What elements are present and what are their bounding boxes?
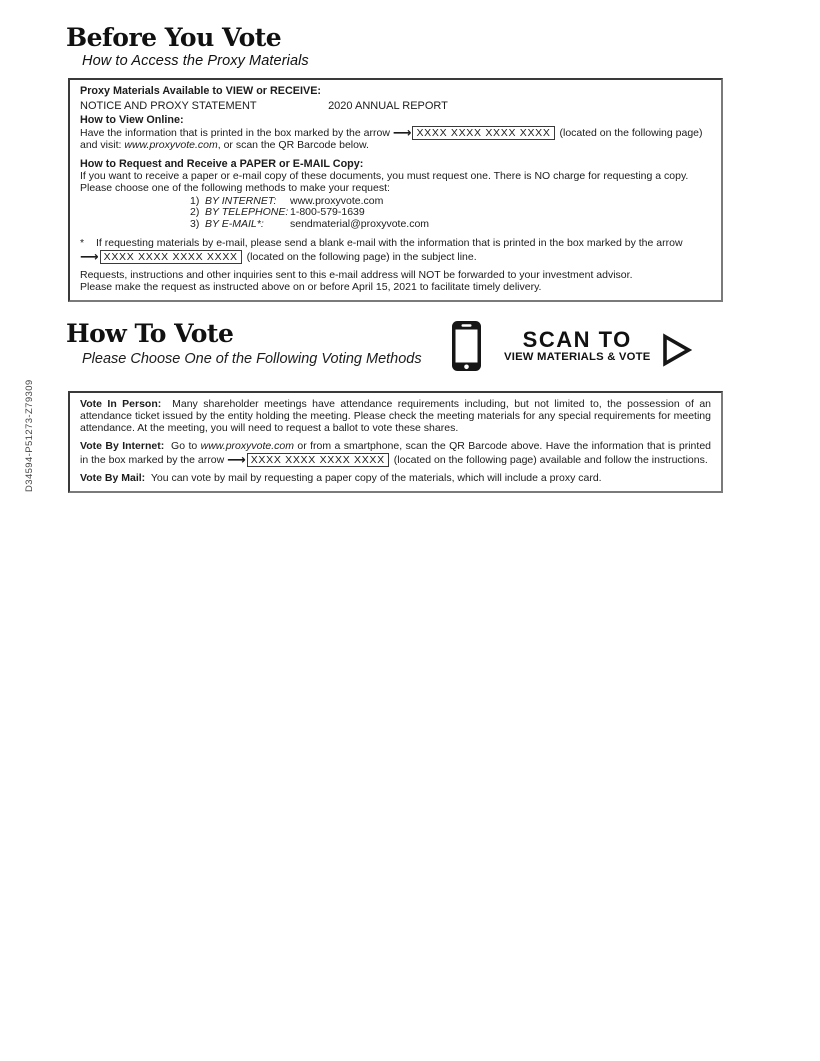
method-label: BY TELEPHONE: <box>205 206 289 219</box>
visit-text-post: , or scan the QR Barcode below. <box>217 139 369 152</box>
before-you-vote-subtitle: How to Access the Proxy Materials <box>82 53 309 69</box>
view-online-text-post: (located on the following page) <box>556 127 703 140</box>
how-to-vote-header <box>66 320 820 372</box>
view-online-heading: How to View Online: <box>80 113 184 126</box>
vote-by-internet-mid: or from a smartphone, scan the QR Barcode above. Have the information that is printed in the box marked by the arrow <box>80 439 711 466</box>
method-label: BY E-MAIL*: <box>205 218 264 231</box>
arrowhead-triangle-icon <box>662 333 692 367</box>
vote-by-mail-label: Vote By Mail: <box>80 471 146 484</box>
vote-by-internet-post: (located on the following page) available and follow the instructions. <box>390 453 708 466</box>
materials-row <box>80 101 711 113</box>
method-label: BY INTERNET: <box>205 194 277 207</box>
visit-text: and visit: <box>80 139 125 152</box>
method-number: 2) <box>190 206 200 219</box>
method-value: www.proxyvote.com <box>290 194 384 207</box>
view-online-line1 <box>80 126 711 140</box>
footnote-text: If requesting materials by e-mail, please send a blank e-mail with the information that is printed in the box marked by the arrow <box>96 236 683 249</box>
method-value: 1-800-579-1639 <box>290 206 365 219</box>
request-copy-line2: Please choose one of the following methods to make your request: <box>80 181 390 194</box>
document-control-code: D34594-P51273-Z79309 <box>24 379 35 492</box>
available-heading: Proxy Materials Available to VIEW or RECEIVE: <box>80 85 322 97</box>
control-number-placeholder: XXXX XXXX XXXX XXXX <box>412 126 554 140</box>
control-number-placeholder: XXXX XXXX XXXX XXXX <box>247 453 389 467</box>
smartphone-icon <box>451 320 482 372</box>
requests-note-line1: Requests, instructions and other inquiries sent to this e-mail address will NOT be forwarded to your investment advisor. <box>80 268 633 281</box>
list-item <box>190 207 711 219</box>
proxyvote-url: www.proxyvote.com <box>200 439 294 452</box>
page <box>0 0 820 493</box>
view-online-text: Have the information that is printed in the box marked by the arrow <box>80 127 393 140</box>
email-footnote-line1 <box>80 238 711 250</box>
vote-in-person-label: Vote In Person: <box>80 398 162 411</box>
requests-note-line2: Please make the request as instructed above on or before April 15, 2021 to facilitate timely delivery. <box>80 280 542 293</box>
request-copy-heading: How to Request and Receive a PAPER or E-MAIL Copy: <box>80 158 364 171</box>
vote-by-internet-pre: Go to <box>171 439 201 452</box>
vote-by-internet-label: Vote By Internet: <box>80 439 165 452</box>
vote-by-mail-text: You can vote by mail by requesting a paper copy of the materials, which will include a proxy card. <box>150 471 602 484</box>
right-arrow-icon: ⟶ <box>392 126 411 142</box>
voting-methods-box <box>68 391 723 493</box>
view-online-line2 <box>80 140 711 152</box>
method-number: 1) <box>190 194 200 207</box>
footnote-asterisk: * <box>80 236 85 249</box>
proxyvote-url: www.proxyvote.com <box>124 139 218 152</box>
right-arrow-icon: ⟶ <box>227 452 245 468</box>
vote-in-person-text: Many shareholder meetings have attendance requirements including, but not limited to, the possession of an attendance ticket issued by the entity holding the meeting. Please check the meeting materials for any special requirements for meeting attendance. At the meeting, you will need to request a ballot to vote these shares. <box>80 398 712 434</box>
proxy-materials-box <box>68 78 723 302</box>
vote-in-person-paragraph <box>80 399 711 434</box>
method-number: 3) <box>190 218 200 231</box>
material-notice-proxy-statement: NOTICE AND PROXY STATEMENT <box>80 99 257 112</box>
request-copy-line1: If you want to receive a paper or e-mail copy of these documents, you must request one. There is NO charge for requesting a copy. <box>80 169 689 182</box>
how-to-vote-subtitle: Please Choose One of the Following Voting Methods <box>82 351 422 368</box>
before-you-vote-title: Before You Vote <box>66 23 282 52</box>
right-arrow-icon: ⟶ <box>80 249 98 265</box>
list-item <box>190 219 711 231</box>
material-annual-report: 2020 ANNUAL REPORT <box>328 99 448 112</box>
control-number-placeholder: XXXX XXXX XXXX XXXX <box>100 250 242 264</box>
vote-by-internet-paragraph <box>80 441 711 467</box>
how-to-vote-title: How To Vote <box>66 319 234 349</box>
method-value: sendmaterial@proxyvote.com <box>290 218 430 231</box>
how-to-vote-titles <box>66 320 451 367</box>
footnote-text-post: (located on the following page) in the subject line. <box>243 250 477 263</box>
vote-by-mail-paragraph <box>80 473 711 485</box>
scan-to-text: SCAN TO <box>522 327 632 353</box>
request-methods-list <box>190 196 711 231</box>
email-footnote-line2 <box>80 250 711 264</box>
scan-to-vote-label <box>504 329 650 363</box>
view-materials-vote-text: VIEW MATERIALS & VOTE <box>504 351 651 364</box>
